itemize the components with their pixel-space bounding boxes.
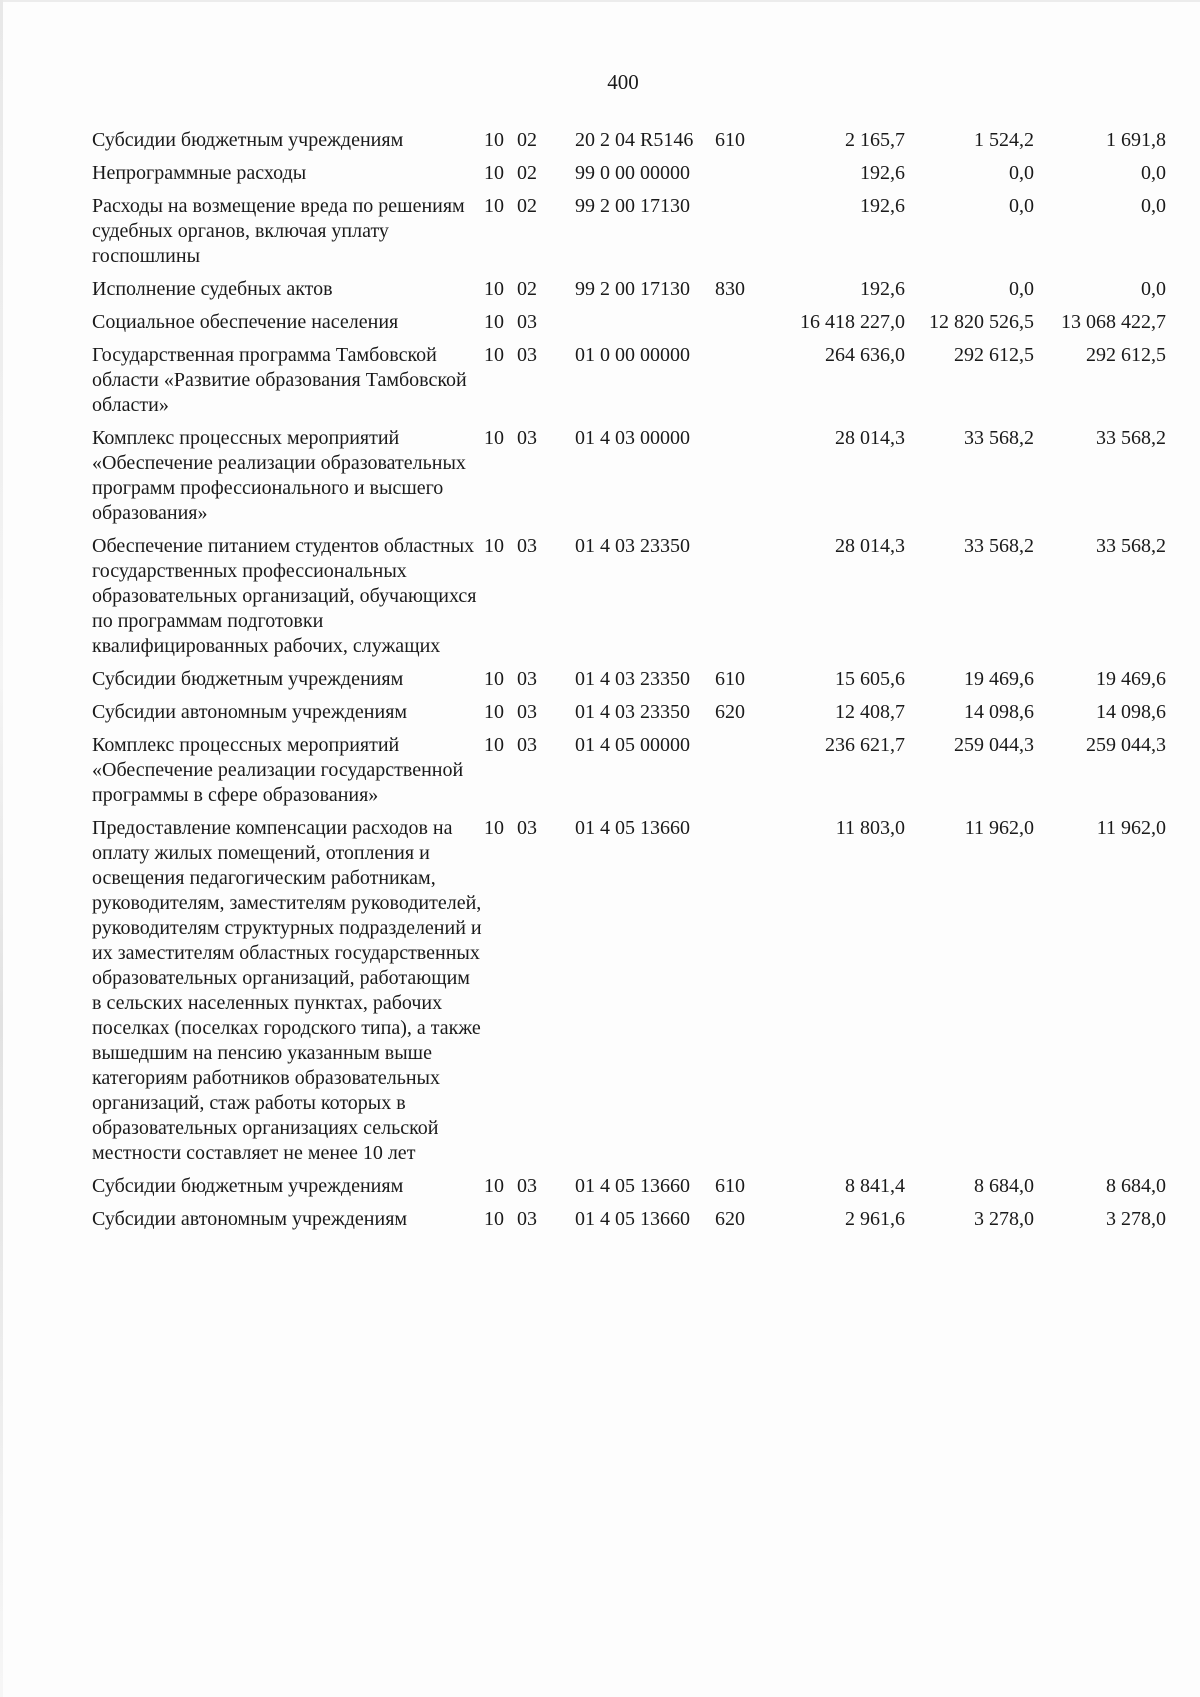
target-article-cell bbox=[575, 310, 715, 343]
amount-year2-cell: 14 098,6 bbox=[964, 701, 1034, 723]
table-row bbox=[92, 1207, 1166, 1240]
amount-year2-cell: 0,0 bbox=[1009, 195, 1034, 217]
expense-name-cell: Исполнение судебных актов bbox=[92, 278, 333, 300]
budget-table bbox=[92, 128, 1166, 1240]
amount-year2-cell: 11 962,0 bbox=[964, 817, 1034, 839]
expense-type-cell: 830 bbox=[715, 278, 745, 300]
expense-name-cell: Субсидии автономным учреждениям bbox=[92, 701, 408, 723]
amount-year3-cell: 292 612,5 bbox=[1086, 344, 1166, 366]
expense-type-cell bbox=[715, 343, 765, 426]
expense-name-cell: Комплекс процессных мероприятий «Обеспечение реализации образовательных программ профессионального и высшего образования» bbox=[92, 427, 466, 524]
amount-year1-cell: 264 636,0 bbox=[825, 344, 905, 366]
table-row bbox=[92, 816, 1166, 1174]
amount-year1-cell: 2 961,6 bbox=[845, 1208, 905, 1230]
section-code-cell: 10 03 bbox=[484, 701, 537, 723]
expense-type-cell bbox=[715, 534, 765, 667]
table-row bbox=[92, 733, 1166, 816]
section-code-cell: 10 03 bbox=[484, 427, 537, 449]
amount-year2-cell: 259 044,3 bbox=[954, 734, 1034, 756]
section-code-cell: 10 03 bbox=[484, 817, 537, 839]
amount-year1-cell: 12 408,7 bbox=[835, 701, 905, 723]
amount-year2-cell: 292 612,5 bbox=[954, 344, 1034, 366]
amount-year3-cell: 8 684,0 bbox=[1106, 1175, 1166, 1197]
amount-year1-cell: 8 841,4 bbox=[845, 1175, 905, 1197]
expense-type-cell: 620 bbox=[715, 701, 745, 723]
amount-year3-cell: 33 568,2 bbox=[1096, 427, 1166, 449]
section-code-cell: 10 03 bbox=[484, 535, 537, 557]
budget-table-body bbox=[92, 128, 1166, 1240]
expense-name-cell: Комплекс процессных мероприятий «Обеспечение реализации государственной программы в сфере образования» bbox=[92, 734, 464, 806]
section-code-cell: 10 03 bbox=[484, 668, 537, 690]
section-code-cell: 10 03 bbox=[484, 344, 537, 366]
amount-year1-cell: 192,6 bbox=[860, 195, 905, 217]
target-article-cell: 01 4 03 23350 bbox=[575, 668, 690, 690]
table-row bbox=[92, 161, 1166, 194]
amount-year3-cell: 14 098,6 bbox=[1096, 701, 1166, 723]
table-row bbox=[92, 1174, 1166, 1207]
amount-year2-cell: 0,0 bbox=[1009, 162, 1034, 184]
expense-type-cell bbox=[715, 426, 765, 534]
table-row bbox=[92, 700, 1166, 733]
amount-year1-cell: 11 803,0 bbox=[835, 817, 905, 839]
amount-year3-cell: 19 469,6 bbox=[1096, 668, 1166, 690]
section-code-cell: 10 02 bbox=[484, 162, 537, 184]
amount-year3-cell: 33 568,2 bbox=[1096, 535, 1166, 557]
section-code-cell: 10 03 bbox=[484, 311, 537, 333]
target-article-cell: 01 4 05 00000 bbox=[575, 734, 690, 756]
expense-type-cell bbox=[715, 194, 765, 277]
expense-name-cell: Предоставление компенсации расходов на оплату жилых помещений, отопления и освещения педагогическим работникам, руководителям, заместителям руководителей, руководителям структурных подразделений и их заместителям областных государственных образовательных организаций, работающим в сельских населенных пунктах, рабочих поселках (поселках городского типа), а также вышедшим на пенсию указанным выше категориям работников образовательных организаций, стаж работы которых в образовательных организациях сельской местности составляет не менее 10 лет bbox=[92, 817, 482, 1164]
amount-year3-cell: 0,0 bbox=[1141, 278, 1166, 300]
amount-year3-cell: 0,0 bbox=[1141, 195, 1166, 217]
amount-year2-cell: 33 568,2 bbox=[964, 427, 1034, 449]
expense-type-cell: 610 bbox=[715, 668, 745, 690]
target-article-cell: 01 4 05 13660 bbox=[575, 1175, 690, 1197]
amount-year2-cell: 8 684,0 bbox=[974, 1175, 1034, 1197]
amount-year3-cell: 259 044,3 bbox=[1086, 734, 1166, 756]
section-code-cell: 10 03 bbox=[484, 1175, 537, 1197]
table-row bbox=[92, 194, 1166, 277]
section-code-cell: 10 02 bbox=[484, 195, 537, 217]
amount-year2-cell: 0,0 bbox=[1009, 278, 1034, 300]
amount-year1-cell: 192,6 bbox=[860, 278, 905, 300]
target-article-cell: 99 0 00 00000 bbox=[575, 162, 690, 184]
amount-year2-cell: 33 568,2 bbox=[964, 535, 1034, 557]
table-row bbox=[92, 128, 1166, 161]
expense-type-cell: 620 bbox=[715, 1208, 745, 1230]
amount-year2-cell: 1 524,2 bbox=[974, 129, 1034, 151]
table-row bbox=[92, 534, 1166, 667]
amount-year3-cell: 3 278,0 bbox=[1106, 1208, 1166, 1230]
scan-edge-left bbox=[0, 0, 3, 1697]
amount-year1-cell: 28 014,3 bbox=[835, 427, 905, 449]
scan-edge-top bbox=[0, 0, 1200, 2]
target-article-cell: 01 4 05 13660 bbox=[575, 817, 690, 839]
expense-type-cell: 610 bbox=[715, 1175, 745, 1197]
page-number: 400 bbox=[607, 70, 639, 94]
table-row bbox=[92, 667, 1166, 700]
expense-name-cell: Субсидии бюджетным учреждениям bbox=[92, 1175, 404, 1197]
expense-name-cell: Субсидии бюджетным учреждениям bbox=[92, 668, 404, 690]
target-article-cell: 01 0 00 00000 bbox=[575, 344, 690, 366]
table-row bbox=[92, 343, 1166, 426]
section-code-cell: 10 02 bbox=[484, 129, 537, 151]
expense-name-cell: Государственная программа Тамбовской области «Развитие образования Тамбовской области» bbox=[92, 344, 467, 416]
amount-year2-cell: 3 278,0 bbox=[974, 1208, 1034, 1230]
amount-year3-cell: 11 962,0 bbox=[1096, 817, 1166, 839]
table-row bbox=[92, 426, 1166, 534]
amount-year1-cell: 2 165,7 bbox=[845, 129, 905, 151]
expense-type-cell: 610 bbox=[715, 129, 745, 151]
amount-year1-cell: 192,6 bbox=[860, 162, 905, 184]
target-article-cell: 99 2 00 17130 bbox=[575, 278, 690, 300]
expense-name-cell: Расходы на возмещение вреда по решениям судебных органов, включая уплату госпошлины bbox=[92, 195, 465, 267]
expense-type-cell bbox=[715, 310, 765, 343]
section-code-cell: 10 02 bbox=[484, 278, 537, 300]
amount-year1-cell: 16 418 227,0 bbox=[800, 311, 905, 333]
target-article-cell: 01 4 03 23350 bbox=[575, 701, 690, 723]
table-row bbox=[92, 277, 1166, 310]
amount-year2-cell: 19 469,6 bbox=[964, 668, 1034, 690]
target-article-cell: 20 2 04 R5146 bbox=[575, 129, 694, 151]
expense-type-cell bbox=[715, 161, 765, 194]
expense-type-cell bbox=[715, 816, 765, 1174]
expense-name-cell: Обеспечение питанием студентов областных государственных профессиональных образовательных организаций, обучающихся по программам подготовки квалифицированных рабочих, служащих bbox=[92, 535, 477, 657]
target-article-cell: 01 4 05 13660 bbox=[575, 1208, 690, 1230]
amount-year1-cell: 15 605,6 bbox=[835, 668, 905, 690]
table-row bbox=[92, 310, 1166, 343]
amount-year1-cell: 28 014,3 bbox=[835, 535, 905, 557]
expense-name-cell: Социальное обеспечение населения bbox=[92, 311, 399, 333]
expense-name-cell: Субсидии бюджетным учреждениям bbox=[92, 129, 404, 151]
target-article-cell: 01 4 03 00000 bbox=[575, 427, 690, 449]
amount-year1-cell: 236 621,7 bbox=[825, 734, 905, 756]
section-code-cell: 10 03 bbox=[484, 1208, 537, 1230]
amount-year3-cell: 1 691,8 bbox=[1106, 129, 1166, 151]
expense-type-cell bbox=[715, 733, 765, 816]
amount-year2-cell: 12 820 526,5 bbox=[929, 311, 1034, 333]
expense-name-cell: Субсидии автономным учреждениям bbox=[92, 1208, 408, 1230]
target-article-cell: 01 4 03 23350 bbox=[575, 535, 690, 557]
section-code-cell: 10 03 bbox=[484, 734, 537, 756]
expense-name-cell: Непрограммные расходы bbox=[92, 162, 307, 184]
amount-year3-cell: 13 068 422,7 bbox=[1061, 311, 1166, 333]
target-article-cell: 99 2 00 17130 bbox=[575, 195, 690, 217]
amount-year3-cell: 0,0 bbox=[1141, 162, 1166, 184]
